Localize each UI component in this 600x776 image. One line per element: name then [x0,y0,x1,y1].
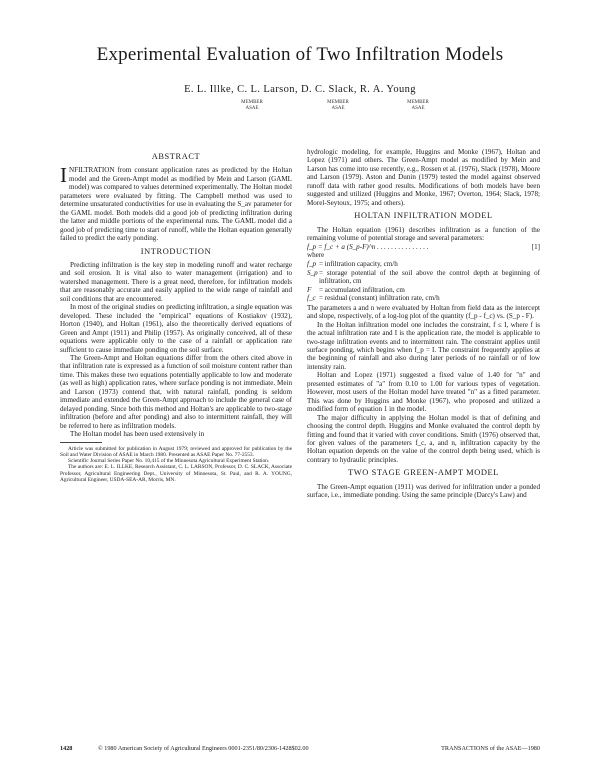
where-label: where [307,250,325,259]
definition-symbol: f_c [307,294,316,303]
dropcap: I [60,163,67,188]
equation-number: [1] [531,242,540,251]
abstract-text [60,163,292,243]
equation-1 [307,243,540,251]
definition-row [307,294,540,302]
journal-name: TRANSACTIONS of the ASAE—1980 [441,745,540,752]
definition-text: = infiltration capacity, cm/h [319,260,398,269]
holtan-paragraph: The parameters a and n were evaluated by Holtan from field data as the intercept and slope, respectively, of a log-log plot of the quantity (f_p - f_c) vs. (S_p - F). [307,303,540,321]
definition-text: = storage potential of the soil above the control depth at beginning of infiltration, cm [319,268,540,286]
membership-note-2: MEMBER ASAE [327,100,349,111]
abstract-heading: ABSTRACT [151,152,201,161]
footnote-rule [60,442,102,443]
definition-symbol: S_p [307,268,318,277]
twostage-heading: TWO STAGE GREEN-AMPT MODEL [348,468,499,478]
page-number: 1428 [60,745,73,752]
equation-text: f_p = f_c + a (S_p-F)^n . . . . . . . . . . . . . . . [307,242,429,251]
definition-symbol: F [307,285,312,294]
definition-text: = residual (constant) infiltration rate, cm/h [319,294,440,303]
intro-paragraph: Predicting infiltration is the key step in modeling runoff and water recharge and soil erosion. It is vital also to water management (irrigation) and to watershed management. There is a great need, therefore, for infiltration models that are reasonably accurate and easily applied to the wide range of rainfall and soil conditions that are encountered. [60,260,292,303]
definition-row [307,260,540,268]
definition-row [307,269,540,286]
paper-title: Experimental Evaluation of Two Infiltration Models [96,44,504,65]
abstract-body: NFILTRATION from constant application rates as predicted by the Holtan model and the Green-Ampt model as modified by Mein and Larson (GAML model) was compared to values determined experimentally. The Holtan model parameters were evaluated by fitting. The Campbell method was used to determine unsaturated conductivities for use in evaluating the S_av parameter for the GAML model. Both models did a good job of predicting infiltration during the latter and middle portions of the experimental runs. The GAML model did a good job of predicting time to start of runoff, while the Holtan equation generally failed to predict the early ponding. [60,166,292,243]
right-intro-paragraph: hydrologic modeling, for example, Huggins and Monke (1967), Holtan and Lopez (1971) and others. The Green-Ampt model as modified by Mein and Larson has come into use recently, e.g., Rossen et al. (1976), Slack (1978), Moore and Larson (1979). Aston and Dunin (1979) tested the model against observed runoff data with rather good results. Modifications of both models have been suggested and utilized (Huggins and Monke, 1967; Overton, 1964; Slack, 1978; Morel-Seytoux, 1975; and others). [307,148,540,207]
introduction-heading: INTRODUCTION [140,246,212,256]
holtan-paragraph: Holtan and Lopez (1971) suggested a fixed value of 1.40 for "n" and presented estimates of "a" from 0.10 to 1.00 for various types of vegetation. However, most users of the Holtan model have treated "n" as a fitted parameter. This was done by Huggins and Monke (1967), who proposed and utilized a modified form of equation 1 in the model. [307,371,540,414]
footnote: Article was submitted for publication in August 1979; reviewed and approved for publication by the Soil and Water Division of ASAE in March 1980. Presented as ASAE Paper No. 77-2553. [60,445,292,458]
footnote: The authors are: E. L. ILLKE, Research Assistant, C. L. LARSON, Professor, D. C. SLACK, Associate Professor, Agricultural Engineering Dept., University of Minnesota, St. Paul, and R. A. YOUNG, Agricultural Engineer, USDA-SEA-AR, Morris, MN. [60,464,292,483]
footnote: Scientific Journal Series Paper No. 10,415 of the Minnesota Agricultural Experiment Station. [68,458,270,465]
holtan-paragraph: The major difficulty in applying the Holtan model is that of defining and choosing the control depth. Huggins and Monke evaluated the control depth by fitting and found that it varied with cover conditions. Smith (1976) observed that, for given values of the parameters f_c, a, and n, infiltration capacity by the Holtan equation depends on the value of the control depth being used, which is contrary to hydraulic principles. [307,413,540,464]
footnotes [60,446,292,484]
holtan-paragraph: The Holtan equation (1961) describes infiltration as a function of the remaining volume of potential storage and several parameters: [307,225,540,243]
membership-note-1: MEMBER ASAE [241,100,263,111]
author-line: E. L. Illke, C. L. Larson, D. C. Slack, R. A. Young [184,84,416,95]
intro-paragraph: In most of the original studies on predicting infiltration, a single equation was developed. These included the "empirical" equations of Kostiakov (1932), Horton (1940), and Holtan (1961), also the theoretically derived equations of Green and Ampt (1911) and Philip (1957). As originally conceived, all of these equations were applicable only to the case of a rainfall or application rate sufficient to cause immediate ponding on the soil surface. [60,303,292,354]
definition-list [307,260,540,302]
copyright-line: © 1980 American Society of Agricultural Engineers 0001-2351/80/2306-1428$02.00 [98,745,309,752]
right-column [307,148,540,500]
membership-note-3: MEMBER ASAE [407,100,429,111]
intro-paragraph: The Green-Ampt and Holtan equations differ from the others cited above in that infiltration rate is expressed as a function of soil moisture content rather than time. This makes these two equations potentially applicable to low and moderate (as well as high) application rates, where surface ponding is not immediate. Mein and Larson (1973) contend that, with natural rainfall, ponding is seldom immediate and extended the Green-Ampt approach to include the general case of delayed ponding. Since both this method and Holtan's are applicable to two-stage infiltration (before and after ponding) and also to intermittent rainfall, they will be referred to here as infiltration models. [60,353,292,430]
intro-paragraph: The Holtan model has been used extensively in [70,430,205,439]
twostage-paragraph: The Green-Ampt equation (1911) was derived for infiltration under a ponded surface, i.e., immediate ponding. Using the same principle (Darcy's Law) and [307,482,540,500]
holtan-paragraph: In the Holtan infiltration model one includes the constraint, f ≤ I, where f is the actual infiltration rate and I is the application rate, the model is applicable to two-stage infiltration events and to intermittent rain. The constraint applies until surface ponding, which begins when f_p = I. The constraint frequently applies at the beginning of rainfall and also during later periods of no rainfall or of low intensity rain. [307,320,540,371]
holtan-heading: HOLTAN INFILTRATION MODEL [354,211,493,221]
definition-row [307,286,540,294]
definition-text: = accumulated infiltration, cm [319,285,405,294]
definition-symbol: f_p [307,260,317,269]
left-column [60,148,292,483]
